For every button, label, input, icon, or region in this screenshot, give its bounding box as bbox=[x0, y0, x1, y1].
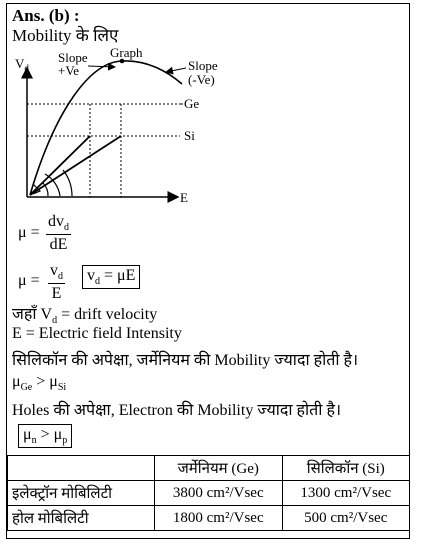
angle-arc-2 bbox=[63, 170, 72, 196]
eq1-numerator: dv bbox=[48, 213, 64, 230]
definition-drift-velocity: जहाँ $V_d$ = drift velocity bbox=[12, 306, 158, 327]
table-cell: 500 cm²/Vsec bbox=[282, 506, 410, 531]
table-row-label: होल मोबिलिटी bbox=[8, 506, 155, 531]
definition-electric-field: E = Electric field Intensity bbox=[12, 325, 182, 342]
mobility-inequality-ge-si: $\mu_{Ge} > \mu_{Si}$ bbox=[12, 373, 67, 394]
table-header-cell bbox=[8, 456, 155, 481]
si-slope-line bbox=[30, 136, 121, 195]
intro-text: Mobility के लिए bbox=[12, 26, 119, 45]
mobility-curve bbox=[30, 61, 182, 195]
eq2-lhs: μ = bbox=[18, 272, 40, 289]
table-row bbox=[8, 481, 410, 506]
eq2-boxed-relation: $v_d = \mu E$ bbox=[82, 265, 140, 289]
eq1-denominator: dE bbox=[49, 236, 68, 254]
table-row bbox=[8, 506, 410, 531]
comparison-statement: सिलिकॉन की अपेक्षा, जर्मेनियम की Mobility ज्यादा होती है। bbox=[12, 352, 359, 369]
eq2-denominator: E bbox=[51, 285, 62, 303]
table-header-cell: सिलिकॉन (Si) bbox=[282, 456, 410, 481]
table-cell: 3800 cm²/Vsec bbox=[155, 481, 283, 506]
x-axis-label: E bbox=[180, 190, 188, 205]
table-header-cell: जर्मेनियम (Ge) bbox=[155, 456, 283, 481]
ge-label: Ge bbox=[184, 96, 200, 111]
table-cell: 1800 cm²/Vsec bbox=[155, 506, 283, 531]
graph-label: Graph bbox=[110, 45, 143, 60]
slope-neg-arrow bbox=[166, 68, 186, 72]
slope-pos-arrow bbox=[88, 66, 115, 67]
velocity-field-graph bbox=[0, 0, 429, 210]
slope-neg-label-2: (-Ve) bbox=[188, 72, 215, 87]
mobility-table bbox=[7, 455, 410, 531]
eq1-lhs: μ = bbox=[18, 224, 40, 241]
table-row-label: इलेक्ट्रॉन मोबिलिटी bbox=[8, 481, 155, 506]
si-label: Si bbox=[184, 128, 195, 143]
eq1-fraction: $dv_d$ dE bbox=[48, 213, 69, 254]
holes-statement: Holes की अपेक्षा, Electron की Mobility ज्यादा होती है। bbox=[12, 402, 342, 419]
mobility-inequality-n-p: $\mu_n > \mu_p$ bbox=[18, 424, 72, 448]
slope-neg-label-1: Slope bbox=[188, 58, 218, 73]
slope-pos-label-2: +Ve bbox=[58, 63, 80, 78]
eq2-fraction: $\frac{v_d}{E}$ bbox=[50, 262, 63, 303]
slope-pos-label-1: Slope bbox=[58, 50, 88, 65]
y-axis-label: $V_d$ bbox=[15, 56, 29, 73]
eq2-numerator: v bbox=[50, 262, 58, 279]
table-header-row bbox=[8, 456, 410, 481]
table-cell: 1300 cm²/Vsec bbox=[282, 481, 410, 506]
answer-heading: Ans. (b) : bbox=[12, 6, 80, 25]
